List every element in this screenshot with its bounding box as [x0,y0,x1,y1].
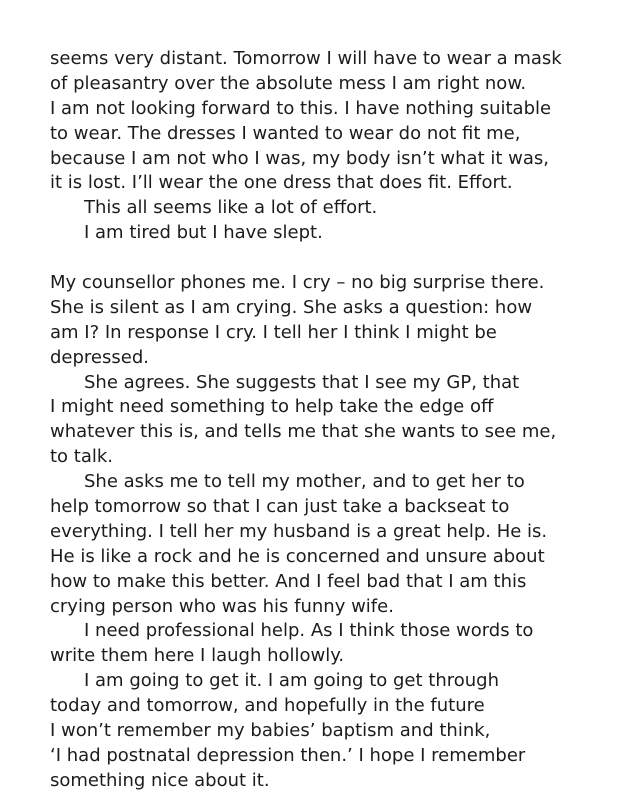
text-line: am I? In response I cry. I tell her I think I might be [50,321,497,343]
text-line: I won’t remember my babies’ baptism and think, [50,720,491,742]
text-line: I need professional help. As I think those words to [84,620,534,642]
text-line: He is like a rock and he is concerned and unsure about [50,545,545,567]
text-line: to talk. [50,446,114,468]
paragraph [50,221,610,246]
paragraph [50,470,610,619]
text-line: it is lost. I’ll wear the one dress that does fit. Effort. [50,172,513,194]
paragraph [50,271,610,371]
paragraph [50,669,610,793]
text-line: depressed. [50,346,149,368]
text-line: I am going to get it. I am going to get through [84,670,499,692]
text-line: how to make this better. And I feel bad that I am this [50,570,527,592]
text-line: She asks me to tell my mother, and to get her to [84,471,525,493]
text-line: I am tired but I have slept. [84,222,323,244]
text-line: I might need something to help take the edge off [50,396,494,418]
text-line: to wear. The dresses I wanted to wear do not fit me, [50,122,521,144]
text-line: everything. I tell her my husband is a great help. He is. [50,520,548,542]
paragraph [50,47,610,196]
text-line: My counsellor phones me. I cry – no big surprise there. [50,272,545,294]
text-line: whatever this is, and tells me that she wants to see me, [50,421,557,443]
text-line: ‘I had postnatal depression then.’ I hope I remember [50,744,526,766]
text-line: crying person who was his funny wife. [50,595,394,617]
page-text-body [50,47,610,794]
text-line: help tomorrow so that I can just take a backseat to [50,496,510,518]
text-line: something nice about it. [50,769,270,791]
text-line: seems very distant. Tomorrow I will have to wear a mask [50,48,562,69]
text-line: She agrees. She suggests that I see my GP, that [84,371,520,393]
text-line: I am not looking forward to this. I have nothing suitable [50,97,552,119]
paragraph [50,619,610,669]
section-break [50,246,610,271]
paragraph [50,196,610,221]
text-line: today and tomorrow, and hopefully in the future [50,695,485,717]
text-line: of pleasantry over the absolute mess I am right now. [50,72,527,94]
paragraph [50,371,610,471]
text-line: She is silent as I am crying. She asks a question: how [50,296,533,318]
text-line: write them here I laugh hollowly. [50,645,345,667]
text-line: because I am not who I was, my body isn’t what it was, [50,147,549,169]
text-line: This all seems like a lot of effort. [84,197,378,219]
